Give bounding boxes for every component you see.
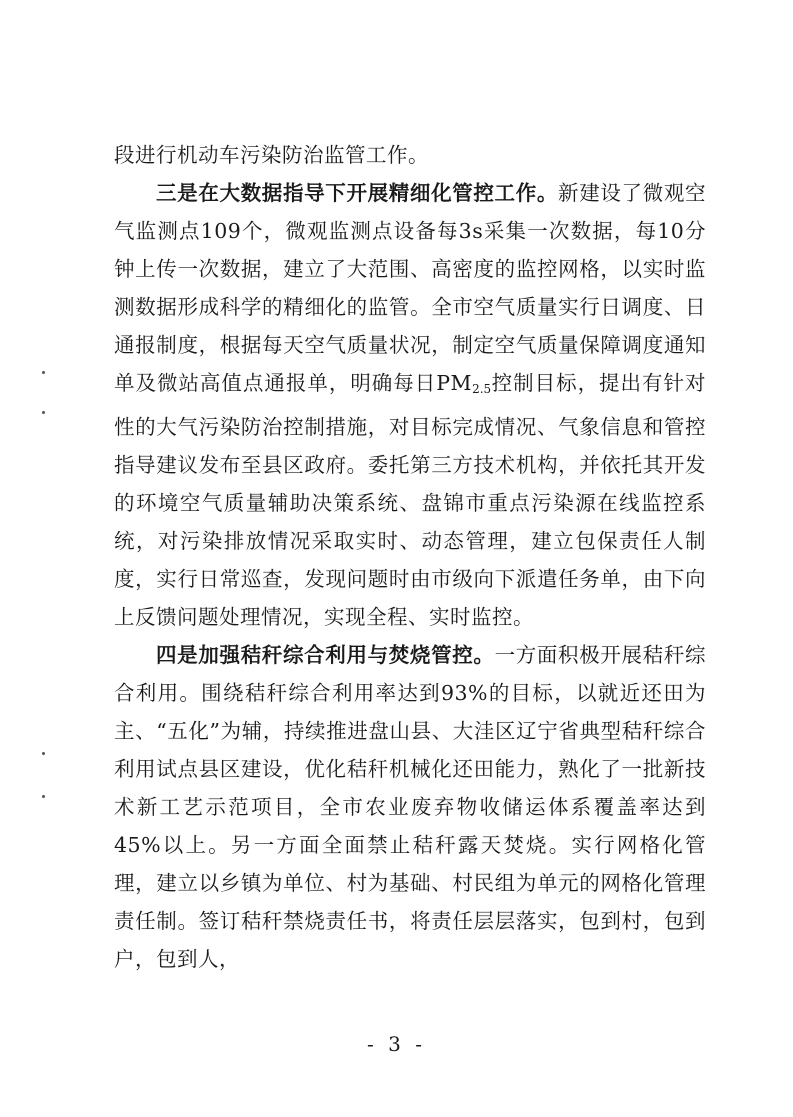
paragraph-big-data-control [114,174,706,636]
paragraph-text: 段进行机动车污染防治监管工作。 [114,143,429,167]
margin-mark [42,795,45,798]
document-body [114,136,706,978]
paragraph-lead: 三是在大数据指导下开展精细化管控工作。 [156,181,559,205]
paragraph-text: 新建设了微观空气监测点109个，微观监测点设备每3s采集一次数据，每10分钟上传一次数据，建立了大范围、高密度的监控网格，以实时监测数据形成科学的精细化的监管。全市空气质量实行日调度、日通报制度，根据每天空气质量状况，制定空气质量保障调度通知单及微站高值点通报单，明确每日PM [114,181,707,395]
paragraph-text: 控制目标，提出有针对性的大气污染防治控制措施，对目标完成情况、气象信息和管控指导建议发布至县区政府。委托第三方技术机构，并依托其开发的环境空气质量辅助决策系统、盘锦市重点污染源在线监控系统，对污染排放情况采取实时、动态管理，建立包保责任人制度，实行日常巡查，发现问题时由市级向下派遣任务单，由下向上反馈问题处理情况，实现全程、实时监控。 [114,371,706,629]
paragraph-straw-control [114,636,706,978]
paragraph-text: 一方面积极开展秸秆综合利用。围绕秸秆综合利用率达到93%的目标，以就近还田为主、“五化”为辅，持续推进盘山县、大洼区辽宁省典型秸秆综合利用试点县区建设，优化秸秆机械化还田能力，熟化了一批新技术新工艺示范项目，全市农业废弃物收储运体系覆盖率达到45%以上。另一方面全面禁止秸秆露天焚烧。实行网格化管理，建立以乡镇为单位、村为基础、村民组为单元的网格化管理责任制。签订秸秆禁烧责任书，将责任层层落实，包到村，包到户，包到人， [114,643,707,971]
paragraph-continuation [114,136,706,174]
pm-subscript: 2.5 [472,382,492,396]
margin-mark [42,752,45,755]
paragraph-lead: 四是加强秸秆综合利用与焚烧管控。 [156,643,495,667]
page-number: - 3 - [367,1032,426,1056]
margin-mark [42,371,45,374]
margin-mark [42,411,45,414]
